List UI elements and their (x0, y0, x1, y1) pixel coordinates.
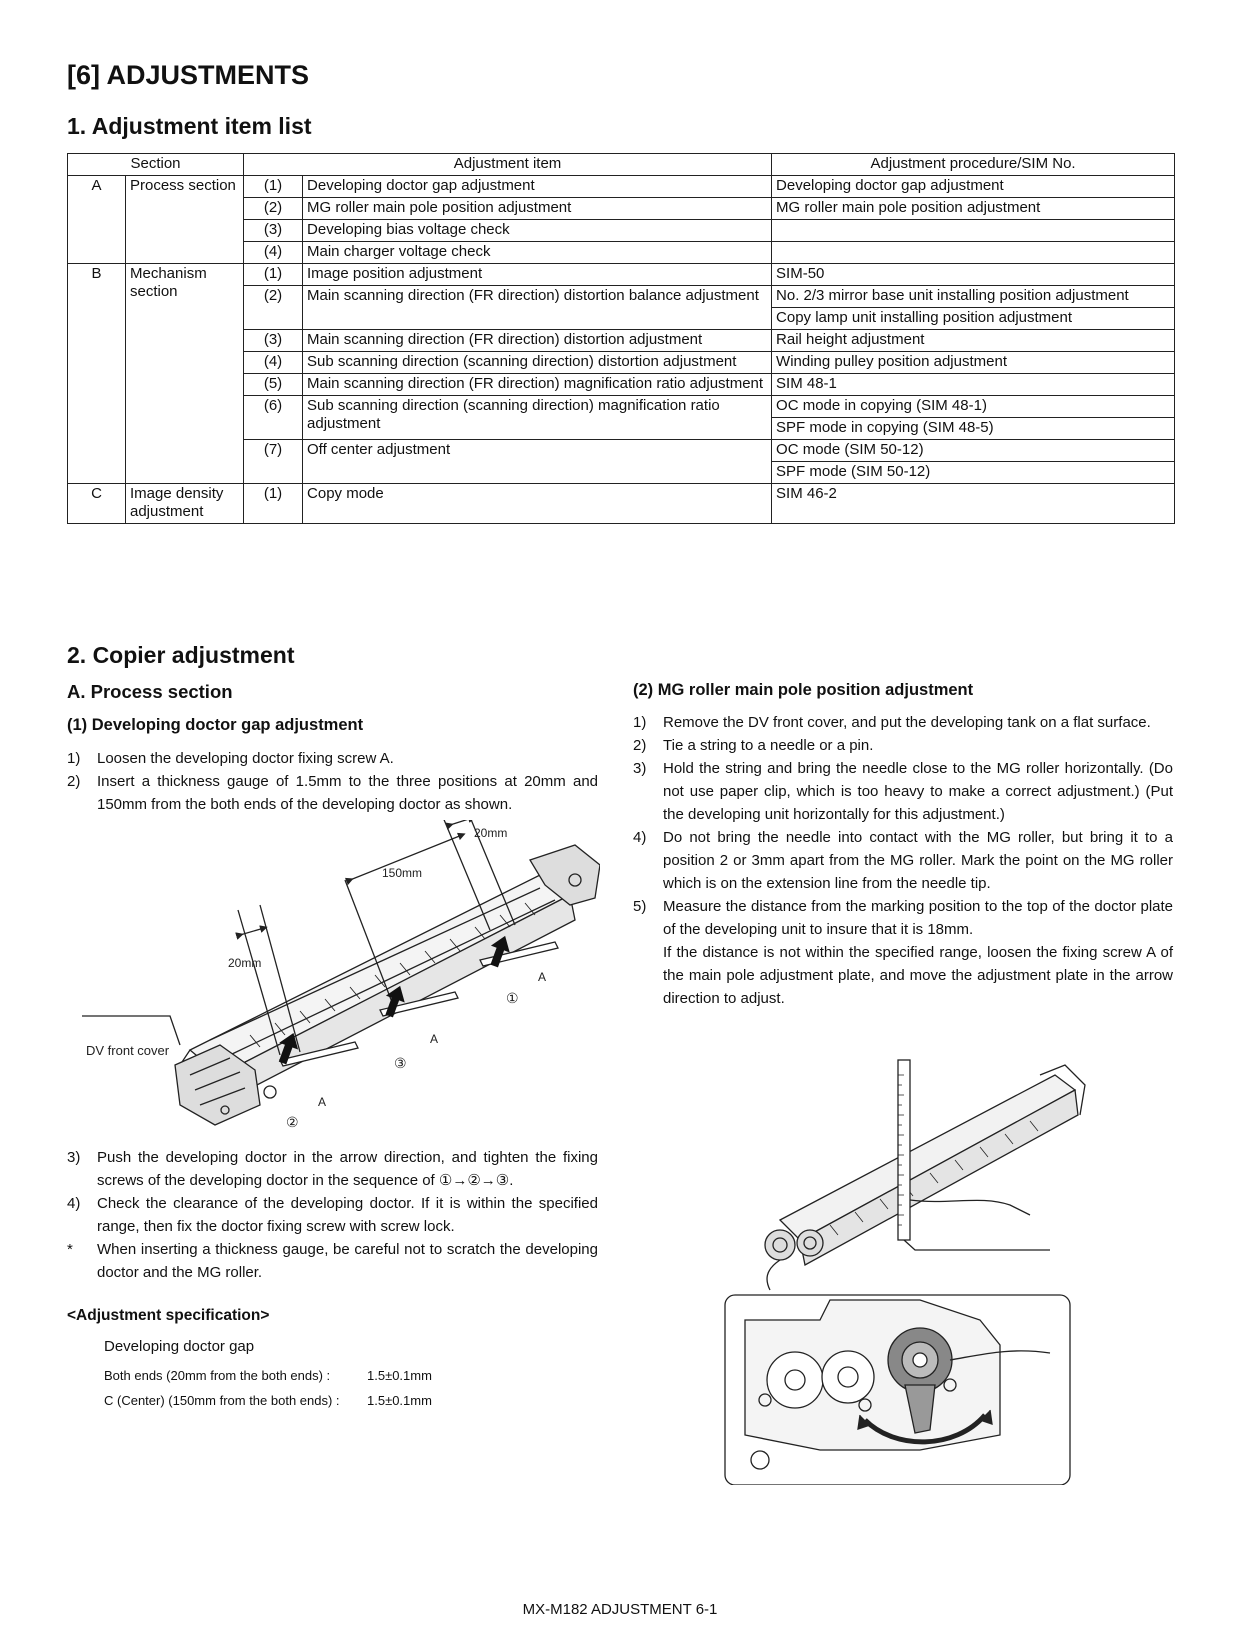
arrow-a1-label: A (538, 970, 547, 984)
circle-1-label: ① (506, 990, 519, 1006)
step-text: Measure the distance from the marking position to the top of the doctor plate of the developing unit to insure that it is 18mm. If the distance is not within the specified range, loosen the fixing screw A of the main pole adjustment plate, and move the adjustment plate in the arrow direction to adjust. (663, 898, 1173, 1007)
section-letter: C (68, 484, 126, 524)
step-item (633, 711, 1173, 734)
step-number: 5) (633, 898, 647, 915)
step-text: Do not bring the needle into contact with the MG roller, but bring it to a position 2 or 3mm apart from the MG roller. Mark the point on the MG roller which is on the extension line from the needle tip. (663, 829, 1173, 892)
adjustment-procedure: No. 2/3 mirror base unit installing position adjustment (772, 286, 1175, 308)
section-letter: A (68, 176, 126, 264)
table-row (68, 484, 1175, 524)
step-number: 1) (67, 750, 81, 767)
item-number: (7) (244, 440, 303, 484)
step-number: * (67, 1241, 73, 1258)
step-text: Insert a thickness gauge of 1.5mm to the three positions at 20mm and 150mm from the both ends of the developing doctor as shown. (97, 773, 598, 813)
left-steps-a (67, 747, 598, 816)
left-steps-b (67, 1146, 598, 1284)
adjustment-procedure: OC mode (SIM 50-12) (772, 440, 1175, 462)
adjustment-item: Copy mode (303, 484, 772, 524)
item-number: (4) (244, 242, 303, 264)
adjustment-procedure: Copy lamp unit installing position adjustment (772, 308, 1175, 330)
step-number: 4) (633, 829, 647, 846)
section-letter: B (68, 264, 126, 484)
spec-row-value-1: 1.5±0.1mm (367, 1368, 432, 1383)
item-number: (2) (244, 286, 303, 330)
dim-150mm-label: 150mm (382, 866, 423, 880)
spec-title: Developing doctor gap (104, 1338, 255, 1355)
adjustment-item: Main scanning direction (FR direction) magnification ratio adjustment (303, 374, 772, 396)
step-item (633, 734, 1173, 757)
adjustment-item: Sub scanning direction (scanning direction) distortion adjustment (303, 352, 772, 374)
dim-20mm-top-label: 20mm (474, 826, 508, 840)
item-number: (1) (244, 176, 303, 198)
section2-title: 2. Copier adjustment (67, 642, 295, 668)
adjustment-procedure: SPF mode (SIM 50-12) (772, 462, 1175, 484)
item-number: (3) (244, 330, 303, 352)
step-text: Remove the DV front cover, and put the developing tank on a flat surface. (663, 714, 1151, 731)
adjustment-procedure (772, 220, 1175, 242)
item-number: (4) (244, 352, 303, 374)
adjustment-item: Main charger voltage check (303, 242, 772, 264)
step-item (67, 770, 598, 816)
table-header-row (68, 154, 1175, 176)
step-number: 2) (633, 737, 647, 754)
spec-row-label-1: Both ends (20mm from the both ends) : (104, 1368, 331, 1383)
header-adjustment-item: Adjustment item (244, 154, 772, 176)
section-name: Image density adjustment (126, 484, 244, 524)
step-number: 3) (67, 1149, 81, 1166)
step-item (67, 1238, 598, 1284)
section1-title: 1. Adjustment item list (67, 113, 312, 139)
spec-row-value-2: 1.5±0.1mm (367, 1393, 432, 1408)
adjustment-procedure: MG roller main pole position adjustment (772, 198, 1175, 220)
section-name: Process section (126, 176, 244, 264)
spec-heading: <Adjustment specification> (67, 1307, 270, 1324)
step-item (633, 826, 1173, 895)
adjustment-item: Developing doctor gap adjustment (303, 176, 772, 198)
step-text: Tie a string to a needle or a pin. (663, 737, 874, 754)
adjustment-item-table (67, 153, 1175, 524)
item-number: (1) (244, 484, 303, 524)
circle-3-label: ③ (394, 1055, 407, 1071)
step-item (67, 747, 598, 770)
spec-row-label-2: C (Center) (150mm from the both ends) : (104, 1393, 340, 1408)
arrow-a2-label: A (318, 1095, 327, 1109)
adjustment-procedure: OC mode in copying (SIM 48-1) (772, 396, 1175, 418)
adjustment-procedure (772, 242, 1175, 264)
table-row (68, 176, 1175, 198)
step-number: 4) (67, 1195, 81, 1212)
item-number: (5) (244, 374, 303, 396)
step-item (633, 895, 1173, 1010)
adjustment-item: MG roller main pole position adjustment (303, 198, 772, 220)
arrow-a3-label: A (430, 1032, 439, 1046)
step-number: 2) (67, 773, 81, 790)
adjustment-item: Main scanning direction (FR direction) distortion balance adjustment (303, 286, 772, 330)
page-footer: MX-M182 ADJUSTMENT 6-1 (522, 1601, 718, 1618)
right-steps (633, 711, 1173, 1010)
step-text: Check the clearance of the developing doctor. If it is within the specified range, then fix the doctor fixing screw with screw lock. (97, 1195, 598, 1235)
step-text: When inserting a thickness gauge, be careful not to scratch the developing doctor and the MG roller. (97, 1241, 598, 1281)
dim-20mm-left-label: 20mm (228, 956, 262, 970)
step-number: 3) (633, 760, 647, 777)
dv-front-cover-label: DV front cover (86, 1043, 170, 1058)
step-item (67, 1146, 598, 1192)
item-number: (1) (244, 264, 303, 286)
subsection-a-title: A. Process section (67, 681, 233, 702)
page-title: [6] ADJUSTMENTS (67, 60, 310, 90)
adjustment-item: Sub scanning direction (scanning direction) magnification ratio adjustment (303, 396, 772, 440)
adjustment-procedure: Rail height adjustment (772, 330, 1175, 352)
step-item (67, 1192, 598, 1238)
table-row (68, 264, 1175, 286)
adjustment-item: Image position adjustment (303, 264, 772, 286)
step-text: Hold the string and bring the needle close to the MG roller horizontally. (Do not use paper clip, which is too heavy to make a correct adjustment.) (Put the developing unit horizontally for this adjustment.) (663, 760, 1173, 823)
adjustment-procedure: Developing doctor gap adjustment (772, 176, 1175, 198)
right-heading: (2) MG roller main pole position adjustment (633, 681, 974, 699)
step-text: Push the developing doctor in the arrow direction, and tighten the fixing screws of the developing doctor in the sequence of ①→②→③. (97, 1149, 598, 1189)
adjustment-item: Off center adjustment (303, 440, 772, 484)
header-procedure: Adjustment procedure/SIM No. (772, 154, 1175, 176)
circle-2-label: ② (286, 1114, 299, 1130)
adjustment-procedure: SIM-50 (772, 264, 1175, 286)
step-item (633, 757, 1173, 826)
developing-doctor-figure (70, 820, 600, 1140)
item-number: (6) (244, 396, 303, 440)
step-number: 1) (633, 714, 647, 731)
left-heading: (1) Developing doctor gap adjustment (67, 716, 364, 734)
adjustment-procedure: SPF mode in copying (SIM 48-5) (772, 418, 1175, 440)
header-section: Section (68, 154, 244, 176)
adjustment-procedure: SIM 46-2 (772, 484, 1175, 524)
adjustment-item: Developing bias voltage check (303, 220, 772, 242)
step-text: Loosen the developing doctor fixing screw A. (97, 750, 394, 767)
item-number: (2) (244, 198, 303, 220)
adjustment-procedure: SIM 48-1 (772, 374, 1175, 396)
adjustment-item: Main scanning direction (FR direction) distortion adjustment (303, 330, 772, 352)
adjustment-procedure: Winding pulley position adjustment (772, 352, 1175, 374)
item-number: (3) (244, 220, 303, 242)
section-name: Mechanism section (126, 264, 244, 484)
mg-roller-figure (720, 1055, 1090, 1485)
